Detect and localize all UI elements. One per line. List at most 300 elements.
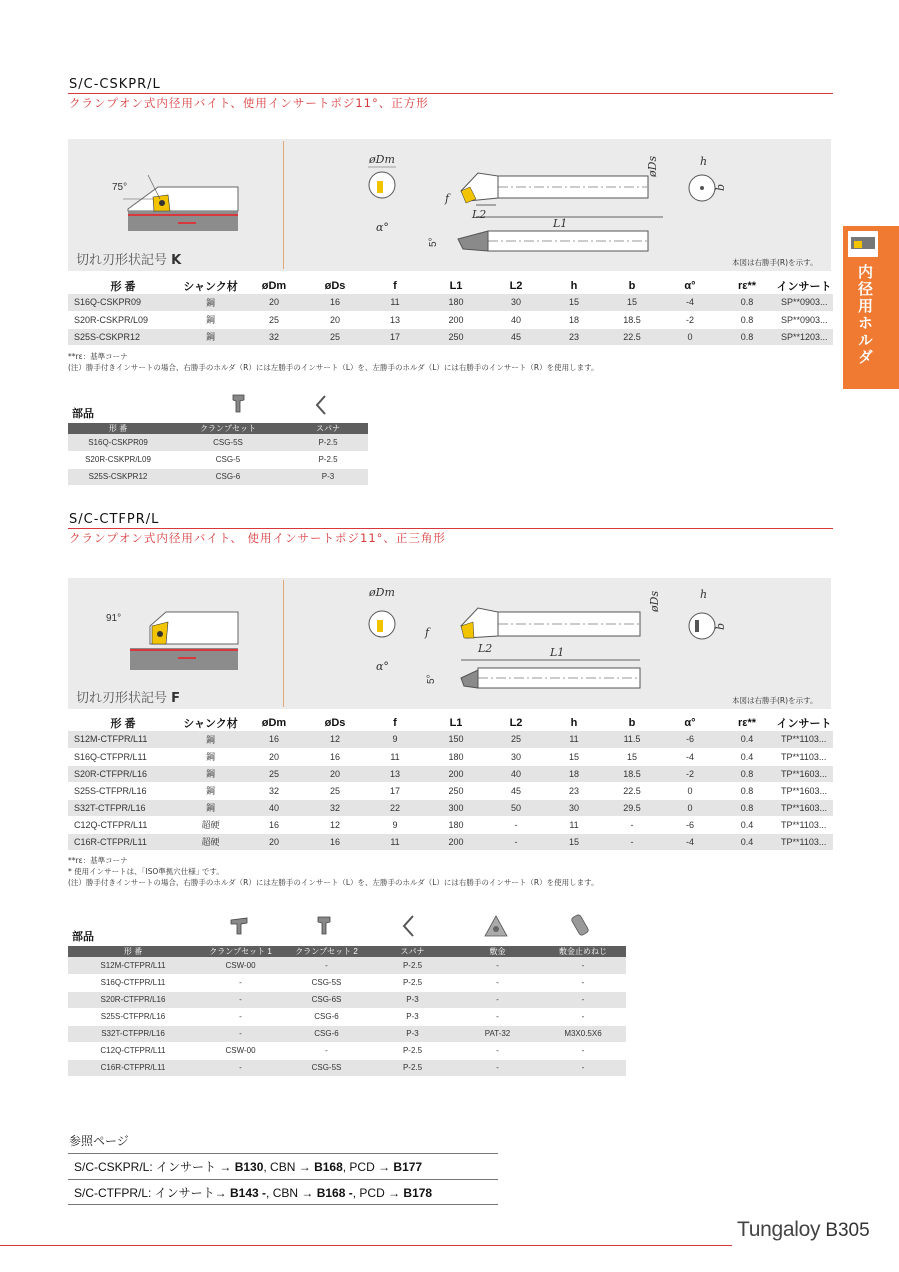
ref-page-link[interactable]: B168 <box>314 1160 343 1174</box>
col-header: h <box>570 279 578 292</box>
col-header: 形 番 <box>110 280 136 293</box>
section2-figure <box>68 578 831 709</box>
table-cell: 25 <box>305 328 365 345</box>
col-header: f <box>393 716 397 729</box>
table-cell: 0.4 <box>719 816 775 833</box>
alpha-label: α° <box>376 221 389 234</box>
col-header: h <box>570 716 578 729</box>
table-cell: TP**1103... <box>775 731 833 748</box>
table-cell: 20 <box>243 294 305 311</box>
model-number-cell: S32T-CTFPR/L16 <box>68 799 178 816</box>
reference-title: 参照ページ <box>69 1134 129 1148</box>
model-number-cell: S25S-CTFPR/L16 <box>68 1008 198 1025</box>
model-number-cell: C12Q-CTFPR/L11 <box>68 1042 198 1059</box>
table-cell: 22 <box>365 799 425 816</box>
parts-cell: - <box>455 1042 540 1059</box>
table-cell: - <box>487 816 545 833</box>
table-cell: 16 <box>243 731 305 748</box>
parts-cell: CSG-6S <box>283 991 370 1008</box>
table-cell: 15 <box>545 833 603 850</box>
parts-header-row <box>68 946 626 957</box>
parts-cell: P-2.5 <box>288 451 368 468</box>
parts-cell: - <box>198 974 283 991</box>
note-line: (注）勝手付きインサートの場合、右勝手のホルダ（R）には左勝手のインサート（L）を、左勝手のホルダ（L）には右勝手のインサート（R）を使用します。 <box>68 878 599 887</box>
table-cell: 200 <box>425 311 487 328</box>
col-header: rε** <box>737 716 757 729</box>
model-number-cell: S25S-CSKPR12 <box>68 468 168 485</box>
parts-row <box>68 1008 626 1025</box>
col-header: rε** <box>737 279 757 292</box>
table-cell: 40 <box>487 765 545 782</box>
table-cell: TP**1103... <box>775 748 833 765</box>
section1-spec-table <box>68 277 833 346</box>
table-row <box>68 799 833 816</box>
end-view-insert <box>377 620 383 632</box>
parts-row <box>68 434 368 451</box>
table-cell: 30 <box>487 748 545 765</box>
table-cell: 20 <box>305 765 365 782</box>
f-label: f <box>445 192 450 205</box>
table-cell: 180 <box>425 294 487 311</box>
parts-cell: - <box>198 1008 283 1025</box>
holder-icon <box>848 231 878 257</box>
parts-cell: P-3 <box>370 991 455 1008</box>
model-number-cell: S16Q-CSKPR09 <box>68 434 168 451</box>
h-label: h <box>700 588 708 601</box>
ref-text: , PCD → <box>342 1160 394 1174</box>
ref-page-link[interactable]: B143 - <box>230 1186 267 1200</box>
footer-rule <box>0 1245 732 1246</box>
parts-cell: - <box>540 991 626 1008</box>
table-cell: 11 <box>365 748 425 765</box>
col-header: 形 番 <box>110 717 136 730</box>
parts-cell: - <box>198 1059 283 1076</box>
table-cell: 45 <box>487 782 545 799</box>
col-header: シャンク材 <box>183 280 238 293</box>
section1-figure <box>68 139 831 271</box>
insert-hole <box>159 200 165 206</box>
col-header: インサート <box>776 717 832 730</box>
table-cell: 0 <box>661 799 719 816</box>
table-cell: 40 <box>487 311 545 328</box>
col-header: øDs <box>324 279 346 292</box>
parts-cell: CSG-6 <box>283 1025 370 1042</box>
reference-rule <box>68 1179 498 1180</box>
table-row <box>68 833 833 850</box>
table-cell: 20 <box>243 833 305 850</box>
model-number-cell: C16R-CTFPR/L11 <box>68 833 178 850</box>
parts-col-header: クランプセット 2 <box>283 946 370 957</box>
parts-cell: CSG-6 <box>168 468 288 485</box>
col-header: øDs <box>324 716 346 729</box>
b-label: b <box>714 622 727 630</box>
shim-icon <box>483 914 509 938</box>
parts-cell: - <box>198 991 283 1008</box>
model-number-cell: S32T-CTFPR/L16 <box>68 1025 198 1042</box>
dm-label: øDm <box>369 153 395 166</box>
table-cell: -2 <box>661 765 719 782</box>
table-cell: 16 <box>305 748 365 765</box>
col-header: インサート <box>776 280 832 293</box>
parts-cell: CSG-5S <box>168 434 288 451</box>
table-cell: 16 <box>243 816 305 833</box>
table-cell: 0.4 <box>719 748 775 765</box>
table-cell: 200 <box>425 833 487 850</box>
table-row <box>68 328 833 345</box>
table-cell: 32 <box>305 799 365 816</box>
model-number-cell: S20R-CSKPR/L09 <box>68 451 168 468</box>
dm-label: øDm <box>369 586 395 599</box>
table-cell: 0.8 <box>719 782 775 799</box>
end-view-insert <box>377 181 383 193</box>
reference-line-2 <box>74 1184 432 1201</box>
table-cell: -6 <box>661 731 719 748</box>
l2-label: L2 <box>472 208 487 221</box>
ref-text: S/C-CTFPR/L: インサート→ <box>74 1186 231 1200</box>
parts-row <box>68 991 626 1008</box>
angle-label: 75° <box>112 182 128 193</box>
section2-notes <box>68 855 599 888</box>
b-label: b <box>714 183 727 191</box>
table-cell: 11 <box>365 294 425 311</box>
table-cell: 9 <box>365 731 425 748</box>
table-cell: 18 <box>545 311 603 328</box>
table-cell: 0.8 <box>719 765 775 782</box>
table-cell: 180 <box>425 816 487 833</box>
table-cell: 15 <box>545 294 603 311</box>
parts-cell: CSG-6 <box>283 1008 370 1025</box>
footer-brand-block <box>737 1218 870 1242</box>
five-label: 5° <box>426 674 437 684</box>
parts-col-header: クランプセット 1 <box>198 946 283 957</box>
table-cell: 13 <box>365 765 425 782</box>
parts-col-header: スパナ <box>370 946 455 957</box>
figure-caption-code: K <box>171 253 182 268</box>
figure-caption-text: 切れ刃形状記号 <box>76 253 168 268</box>
table-cell: 鋼 <box>178 311 243 328</box>
ds-label: øDs <box>646 155 659 177</box>
note-line: **rε：基準コーナ <box>68 856 128 865</box>
ref-text: , CBN → <box>266 1186 317 1200</box>
table-cell: 18.5 <box>603 765 661 782</box>
col-header: f <box>393 279 397 292</box>
parts-row <box>68 1059 626 1076</box>
parts-cell: P-3 <box>288 468 368 485</box>
table-cell: 0.4 <box>719 833 775 850</box>
table-cell: 250 <box>425 782 487 799</box>
table-cell: 150 <box>425 731 487 748</box>
parts-row <box>68 1042 626 1059</box>
table-cell: 18.5 <box>603 311 661 328</box>
ref-page-link[interactable]: B177 <box>393 1160 423 1174</box>
table-cell: 0.8 <box>719 799 775 816</box>
model-number-cell: S20R-CSKPR/L09 <box>68 311 178 328</box>
table-cell: 12 <box>305 816 365 833</box>
parts-col-header: 形 番 <box>68 423 168 434</box>
table-cell: - <box>603 833 661 850</box>
table-cell: 17 <box>365 782 425 799</box>
parts-cell: M3X0.5X6 <box>540 1025 626 1042</box>
table-cell: -4 <box>661 833 719 850</box>
table-cell: 18 <box>545 765 603 782</box>
parts-cell: CSG-5S <box>283 1059 370 1076</box>
parts-cell: CSG-5S <box>283 974 370 991</box>
table-cell: SP**0903... <box>775 311 833 328</box>
table-cell: 40 <box>243 799 305 816</box>
table-cell: 23 <box>545 328 603 345</box>
parts-row <box>68 451 368 468</box>
spanner-icon <box>399 914 421 938</box>
model-number-cell: S12M-CTFPR/L11 <box>68 957 198 974</box>
section1-notes <box>68 351 599 373</box>
figure-note: 本図は右勝手(R)を示す。 <box>732 258 818 267</box>
table-cell: 180 <box>425 748 487 765</box>
parts-cell: - <box>283 957 370 974</box>
figure-caption <box>76 687 180 706</box>
table-cell: 22.5 <box>603 782 661 799</box>
table-row <box>68 311 833 328</box>
table-cell: SP**1203... <box>775 328 833 345</box>
parts-cell: P-2.5 <box>370 974 455 991</box>
section2-subtitle: クランプオン式内径用バイト、 使用インサートポジ11°、正三角形 <box>69 531 446 545</box>
parts-col-header: 敷金止めねじ <box>540 946 626 957</box>
reference-line-1 <box>74 1158 422 1175</box>
f-label: f <box>425 626 430 639</box>
side-tab-label: 内径用ホルダ <box>856 264 874 366</box>
table-cell: 11 <box>545 816 603 833</box>
section2-drawing <box>68 578 831 709</box>
table-cell: 15 <box>603 748 661 765</box>
l2-label: L2 <box>478 642 493 655</box>
parts-col-header: 敷金 <box>455 946 540 957</box>
parts-cell: - <box>455 974 540 991</box>
table-cell: 超硬 <box>178 833 243 850</box>
note-line: (注）勝手付きインサートの場合、右勝手のホルダ（R）には左勝手のインサート（L）を、左勝手のホルダ（L）には右勝手のインサート（R）を使用します。 <box>68 363 599 372</box>
section2-title: S/C-CTFPR/L <box>69 512 160 527</box>
parts-cell: - <box>540 957 626 974</box>
table-cell: 鋼 <box>178 731 243 748</box>
section1-parts-title: 部品 <box>72 407 94 420</box>
parts-row <box>68 974 626 991</box>
parts-cell: P-2.5 <box>370 1059 455 1076</box>
table-cell: 鋼 <box>178 294 243 311</box>
table-cell: 25 <box>487 731 545 748</box>
ref-page-link[interactable]: B168 - <box>316 1186 353 1200</box>
col-header: b <box>628 279 636 292</box>
section2-rule <box>68 528 833 529</box>
table-cell: 200 <box>425 765 487 782</box>
table-cell: 29.5 <box>603 799 661 816</box>
ref-text: , CBN → <box>263 1160 315 1174</box>
parts-cell: P-2.5 <box>288 434 368 451</box>
col-header: b <box>628 716 636 729</box>
parts-cell: - <box>540 974 626 991</box>
table-row <box>68 765 833 782</box>
table-cell: 25 <box>243 765 305 782</box>
reference-rule <box>68 1204 498 1205</box>
table-cell: 11 <box>365 833 425 850</box>
table-cell: 16 <box>305 294 365 311</box>
table-cell: 16 <box>305 833 365 850</box>
table-cell: 0.4 <box>719 731 775 748</box>
col-header: øDm <box>261 716 287 729</box>
table-cell: 15 <box>545 748 603 765</box>
table-cell: -4 <box>661 294 719 311</box>
section1-rule <box>68 93 833 94</box>
parts-cell: CSW-00 <box>198 957 283 974</box>
col-header: シャンク材 <box>183 717 238 730</box>
table-cell: -6 <box>661 816 719 833</box>
parts-cell: P-2.5 <box>370 1042 455 1059</box>
ds-label: øDs <box>648 590 661 612</box>
l1-label: L1 <box>553 217 568 230</box>
table-cell: 25 <box>305 782 365 799</box>
reference-rule <box>68 1153 498 1154</box>
parts-cell: PAT-32 <box>455 1025 540 1042</box>
parts-cell: - <box>455 991 540 1008</box>
table-cell: TP**1103... <box>775 816 833 833</box>
col-header: L2 <box>509 716 523 729</box>
insert-hole <box>157 631 163 637</box>
col-header: L1 <box>449 716 463 729</box>
model-number-cell: S25S-CTFPR/L16 <box>68 782 178 799</box>
table-cell: SP**0903... <box>775 294 833 311</box>
table-cell: 25 <box>243 311 305 328</box>
table-header-row <box>68 277 833 294</box>
parts-row <box>68 468 368 485</box>
parts-col-header: 形 番 <box>68 946 198 957</box>
parts-cell: - <box>455 1059 540 1076</box>
table-cell: 15 <box>603 294 661 311</box>
brand-logo: Tungaloy <box>737 1218 821 1241</box>
table-cell: 鋼 <box>178 799 243 816</box>
parts-cell: - <box>540 1008 626 1025</box>
note-line: **rε：基準コーナ <box>68 352 128 361</box>
table-cell: TP**1603... <box>775 782 833 799</box>
col-header: α° <box>684 716 696 729</box>
clamp-set-1-icon <box>228 914 250 936</box>
table-row <box>68 294 833 311</box>
table-cell: - <box>487 833 545 850</box>
table-cell: 11 <box>545 731 603 748</box>
section1-title: S/C-CSKPR/L <box>69 77 161 92</box>
col-header: L2 <box>509 279 523 292</box>
section2-parts-table <box>68 946 626 1077</box>
table-cell: 9 <box>365 816 425 833</box>
table-cell: 30 <box>545 799 603 816</box>
parts-row <box>68 957 626 974</box>
clamp-set-icon <box>229 392 249 414</box>
table-cell: 20 <box>243 748 305 765</box>
parts-header-row <box>68 423 368 434</box>
ref-text: S/C-CSKPR/L: インサート → <box>74 1160 235 1174</box>
parts-cell: - <box>455 1008 540 1025</box>
section1-parts-table <box>68 423 368 486</box>
table-cell: 0 <box>661 782 719 799</box>
h-label: h <box>700 155 708 168</box>
spanner-icon <box>313 394 333 416</box>
figure-note: 本図は右勝手(R)を示す。 <box>732 696 818 705</box>
table-cell: 0.8 <box>719 328 775 345</box>
table-row <box>68 748 833 765</box>
table-cell: 32 <box>243 328 305 345</box>
section2-spec-table <box>68 714 833 851</box>
parts-col-header: クランプセット <box>168 423 288 434</box>
table-cell: 12 <box>305 731 365 748</box>
table-cell: -2 <box>661 311 719 328</box>
head-bottom <box>458 231 488 251</box>
model-number-cell: C16R-CTFPR/L11 <box>68 1059 198 1076</box>
parts-row <box>68 1025 626 1042</box>
table-cell: 45 <box>487 328 545 345</box>
parts-cell: P-2.5 <box>370 957 455 974</box>
table-cell: - <box>603 816 661 833</box>
table-cell: TP**1603... <box>775 765 833 782</box>
model-number-cell: S25S-CSKPR12 <box>68 328 178 345</box>
ref-page-link[interactable]: B178 <box>403 1186 433 1200</box>
table-cell: 鋼 <box>178 328 243 345</box>
col-header: α° <box>684 279 696 292</box>
table-row <box>68 782 833 799</box>
head-bottom <box>461 670 478 688</box>
model-number-cell: S16Q-CSKPR09 <box>68 294 178 311</box>
table-cell: 鋼 <box>178 765 243 782</box>
table-cell: 0 <box>661 328 719 345</box>
section-circle <box>689 613 715 639</box>
parts-cell: P-3 <box>370 1025 455 1042</box>
table-cell: TP**1603... <box>775 799 833 816</box>
figure-caption-code: F <box>171 691 181 706</box>
ref-text: , PCD → <box>352 1186 404 1200</box>
parts-cell: - <box>455 957 540 974</box>
table-cell: 30 <box>487 294 545 311</box>
table-cell: 13 <box>365 311 425 328</box>
model-number-cell: C12Q-CTFPR/L11 <box>68 816 178 833</box>
ref-page-link[interactable]: B130 <box>234 1160 264 1174</box>
table-cell: 鋼 <box>178 748 243 765</box>
section2-parts-title: 部品 <box>72 930 94 943</box>
angle-label: 91° <box>106 613 122 624</box>
parts-cell: - <box>540 1059 626 1076</box>
table-cell: TP**1103... <box>775 833 833 850</box>
table-cell: 50 <box>487 799 545 816</box>
table-cell: 0.8 <box>719 311 775 328</box>
model-number-cell: S20R-CTFPR/L16 <box>68 765 178 782</box>
table-cell: 17 <box>365 328 425 345</box>
col-header: øDm <box>261 279 287 292</box>
col-header: L1 <box>449 279 463 292</box>
parts-cell: CSG-5 <box>168 451 288 468</box>
parts-cell: - <box>198 1025 283 1042</box>
parts-col-header: スパナ <box>288 423 368 434</box>
parts-cell: - <box>283 1042 370 1059</box>
model-number-cell: S16Q-CTFPR/L11 <box>68 748 178 765</box>
table-row <box>68 731 833 748</box>
five-label: 5° <box>428 237 439 247</box>
table-cell: 23 <box>545 782 603 799</box>
table-cell: 0.8 <box>719 294 775 311</box>
table-cell: -4 <box>661 748 719 765</box>
parts-cell: P-3 <box>370 1008 455 1025</box>
table-cell: 20 <box>305 311 365 328</box>
table-cell: 11.5 <box>603 731 661 748</box>
table-cell: 250 <box>425 328 487 345</box>
side-tab[interactable] <box>843 226 899 389</box>
section1-drawing <box>68 139 831 271</box>
table-header-row <box>68 714 833 731</box>
section1-subtitle: クランプオン式内径用バイト、使用インサートポジ11°、正方形 <box>69 96 429 110</box>
figure-caption-text: 切れ刃形状記号 <box>76 691 168 706</box>
